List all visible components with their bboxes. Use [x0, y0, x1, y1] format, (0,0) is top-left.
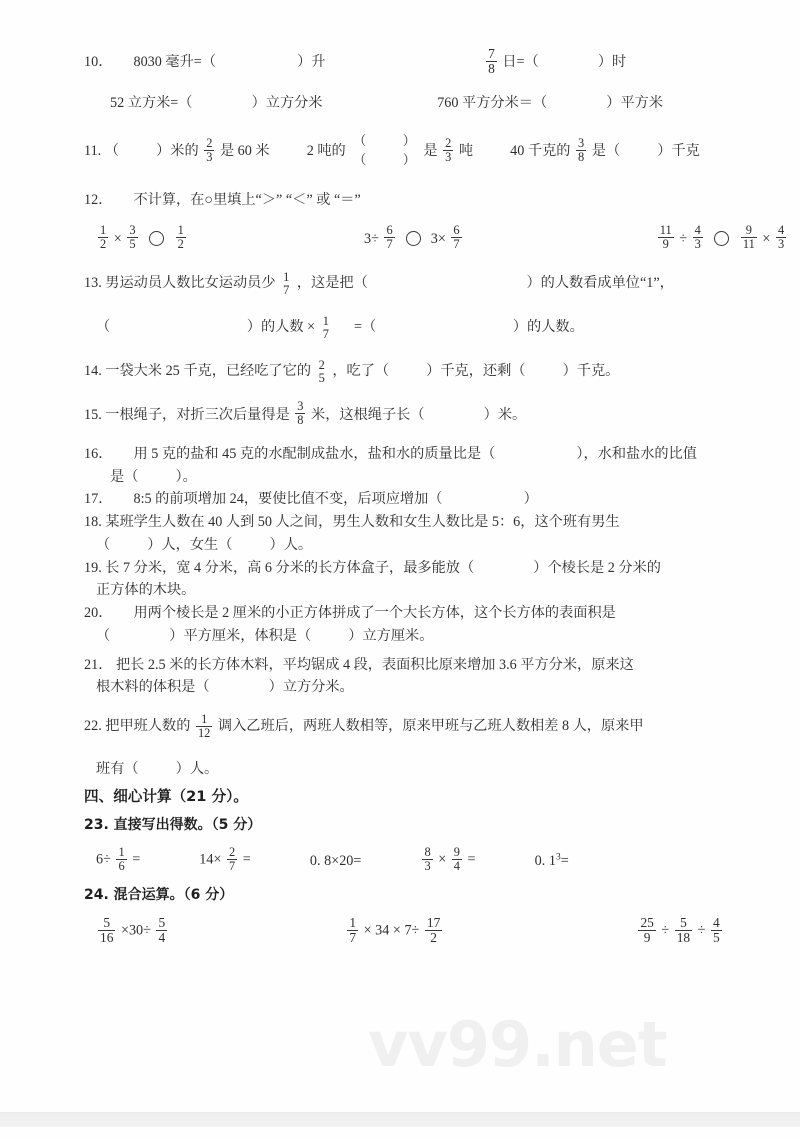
numerator: 17 — [426, 914, 441, 930]
question-18-line-1 — [84, 510, 724, 533]
denominator: 7 — [453, 237, 460, 252]
q18-line1: 某班学生人数在 40 人到 50 人之间，男生人数和女生人数比是 5：6，这个班有男生 — [105, 514, 620, 531]
q11-fraction-2-3-b — [443, 137, 453, 164]
q23-item-5-post: = — [560, 852, 569, 869]
denominator: 5 — [129, 237, 136, 252]
question-24-items — [84, 914, 724, 946]
question-22-number: 22. — [84, 717, 102, 734]
q23-item-4-post: = — [467, 851, 476, 868]
question-10-number: 10． — [84, 54, 113, 71]
q24-item-1-fraction-a — [98, 916, 115, 945]
question-22 — [84, 712, 724, 780]
denominator: 11 — [742, 237, 755, 252]
q24-item-1-fraction-b — [156, 916, 167, 945]
numerator: 6 — [453, 223, 460, 238]
denominator: 3 — [694, 237, 701, 252]
q13-line2-post: ）的人数。 — [512, 318, 584, 335]
q10-d-pre: 760 平方分米＝（ — [437, 94, 548, 111]
question-13-line-2 — [84, 314, 724, 340]
q10-a-post: ）升 — [297, 54, 326, 71]
q10-c-pre: 52 立方米=（ — [110, 94, 193, 111]
q18-line2-mid: ）人，女生（ — [147, 536, 233, 553]
q22-line1-pre: 把甲班人数的 — [105, 717, 191, 734]
q19-line1: 长 7 分米，宽 4 分米，高 6 分米的长方体盒子，最多能放（ — [105, 559, 475, 576]
q24-item-3-fraction-c — [711, 916, 722, 945]
q20-line2: （ — [96, 627, 111, 644]
denominator: 6 — [118, 859, 125, 874]
q22-line1-post: 调入乙班后，两班人数相等，原来甲班与乙班人数相差 8 人，原来甲 — [217, 717, 644, 734]
question-21-line-2 — [84, 676, 724, 699]
question-12-prompt: 不计算，在○里填上“＞” “＜” 或 “＝” — [133, 192, 361, 209]
q11-p2-mid: 是 — [423, 143, 438, 160]
q24-item-2-fraction-a — [347, 916, 358, 945]
q22-line2-post: ）人。 — [175, 760, 219, 777]
q24-item-2 — [345, 914, 444, 946]
q10-d-post: ）平方米 — [606, 94, 664, 111]
denominator: 8 — [578, 149, 585, 164]
q12c-operator-2: × — [762, 230, 771, 247]
comparison-circle[interactable] — [714, 231, 729, 246]
spacer — [84, 698, 724, 712]
question-20-line-1 — [84, 601, 724, 624]
denominator: 7 — [322, 326, 329, 341]
denominator: 7 — [229, 859, 236, 874]
q11-p1-pre: （ — [104, 143, 119, 160]
q12c-fraction-11-9 — [658, 224, 674, 251]
numerator: 5 — [103, 914, 111, 930]
q13-line2-mid: ）的人数 × — [246, 318, 316, 335]
q20-line2-post: ）立方厘米。 — [348, 627, 434, 644]
q23-item-5-pre: 0. 1 — [534, 852, 556, 869]
comparison-circle[interactable] — [406, 231, 421, 246]
question-22-line-1 — [84, 712, 724, 739]
q11-fraction-3-8 — [576, 137, 586, 164]
blank-top-close: ） — [402, 132, 416, 148]
question-15 — [84, 401, 724, 428]
question-19-line-1 — [84, 556, 724, 579]
spacer — [84, 837, 724, 847]
question-17-number: 17． — [84, 491, 113, 508]
numerator: 5 — [680, 914, 687, 930]
q24-item-3-mid: ÷ — [661, 922, 670, 939]
numerator: 3 — [129, 223, 136, 238]
question-14 — [84, 358, 724, 384]
numerator: 8 — [424, 845, 431, 860]
question-23-heading-row — [84, 814, 724, 837]
q12b-fraction-6-7-right — [451, 224, 461, 251]
denominator: 7 — [283, 283, 290, 298]
q13-line2-eq: =（ — [354, 318, 377, 335]
q24-item-1-mid: ×30÷ — [120, 922, 151, 939]
question-14-line — [84, 358, 724, 384]
q11-p3-pre: 40 千克的 — [510, 143, 571, 160]
numerator: 1 — [201, 712, 208, 727]
spacer — [84, 77, 724, 91]
question-19-line-2 — [84, 579, 724, 602]
question-13 — [84, 270, 724, 340]
question-12 — [84, 189, 785, 253]
question-21-number: 21． — [84, 656, 113, 673]
denominator: 4 — [158, 929, 166, 945]
numerator: 3 — [297, 399, 304, 414]
question-20 — [84, 601, 724, 646]
denominator: 4 — [453, 859, 460, 874]
denominator: 5 — [318, 370, 325, 385]
q24-item-1 — [96, 914, 169, 946]
question-10-line-2 — [84, 91, 724, 114]
question-23-items — [84, 847, 724, 874]
comparison-circle[interactable] — [149, 231, 164, 246]
question-19-number: 19. — [84, 559, 102, 576]
denominator: 18 — [676, 929, 691, 945]
q12c-fraction-4-3 — [693, 224, 703, 251]
q23-item-5-exponent: 3 — [555, 851, 561, 862]
denominator: 3 — [206, 149, 213, 164]
denominator: 8 — [488, 60, 495, 76]
q20-line1: 用两个棱长是 2 厘米的小正方体拼成了一个大长方体，这个长方体的表面积是 — [133, 605, 616, 622]
numerator: 4 — [713, 914, 720, 930]
blank-top[interactable] — [351, 131, 418, 151]
q10-a-pre: 8030 毫升=（ — [133, 54, 216, 71]
q13-line1-post: ）的人数看成单位“1”， — [526, 275, 674, 292]
q12c-fraction-4-3-right — [776, 224, 786, 251]
q10-c-post: ）立方分米 — [251, 94, 323, 111]
numerator: 2 — [318, 357, 325, 372]
denominator: 2 — [425, 930, 442, 945]
question-15-line — [84, 401, 724, 428]
denominator: 16 — [100, 929, 114, 945]
q24-item-2-mid: × 34 × 7÷ — [363, 922, 420, 939]
page-bottom-band — [0, 1112, 800, 1127]
q12a-fraction-3-5 — [127, 224, 137, 251]
q24-item-2-fraction-b — [425, 916, 442, 945]
q23-item-1-post: = — [132, 851, 141, 868]
denominator: 9 — [658, 237, 674, 251]
question-17-line — [84, 488, 724, 511]
q23-item-4-fraction-a — [422, 846, 432, 873]
question-12-number: 12． — [84, 192, 113, 209]
q23-item-2-pre: 14× — [199, 851, 222, 868]
question-12-prompt-line — [84, 189, 724, 212]
q23-item-1-fraction — [116, 846, 126, 873]
denominator: 3 — [424, 859, 431, 874]
q11-fraction-2-3 — [204, 137, 214, 164]
q20-line2-mid: ）平方厘米，体积是（ — [169, 627, 312, 644]
q12a-operator: × — [113, 230, 122, 247]
question-23-heading: 23. 直接写出得数。（5 分） — [84, 817, 262, 834]
q19-line1-post: ）个棱长是 2 分米的 — [533, 559, 661, 576]
question-12-expressions — [84, 223, 785, 252]
numerator: 9 — [453, 845, 460, 860]
question-13-number: 13. — [84, 275, 102, 292]
q21-line2-post: ）立方分米。 — [268, 679, 354, 696]
q11-stacked-blank[interactable] — [351, 131, 418, 170]
question-18 — [84, 510, 724, 555]
q15-fraction-3-8 — [295, 400, 305, 427]
denominator: 2 — [100, 237, 107, 252]
spacer — [84, 114, 724, 132]
q23-item-4-fraction-b — [452, 846, 462, 873]
q12b-right-pre: 3× — [430, 230, 446, 247]
question-17 — [84, 488, 724, 511]
q16-line1: 用 5 克的盐和 45 克的水配制成盐水，盐和水的质量比是（ — [133, 445, 496, 462]
spacer — [84, 340, 724, 358]
numerator: 7 — [488, 46, 495, 61]
question-24-heading-row — [84, 884, 724, 907]
q12b-left-pre: 3÷ — [364, 230, 379, 247]
denominator: 3 — [777, 237, 785, 252]
question-11 — [84, 132, 724, 171]
numerator: 6 — [386, 223, 393, 238]
question-13-line-1 — [84, 270, 724, 296]
q13-line1-mid: ，这是把（ — [296, 275, 368, 292]
numerator: 2 — [229, 845, 236, 860]
section-4 — [84, 786, 724, 946]
spacer — [84, 907, 724, 917]
section-4-heading-row — [84, 786, 724, 809]
q15-post: ）米。 — [483, 406, 527, 423]
spacer — [84, 874, 724, 884]
question-20-number: 20． — [84, 605, 113, 622]
q10-b-pre: 日=（ — [502, 54, 539, 71]
q23-item-2 — [199, 847, 251, 874]
q24-item-3 — [636, 914, 723, 946]
question-21-line-1 — [84, 653, 724, 676]
spacer — [84, 428, 724, 442]
spacer — [84, 383, 724, 401]
q14-pre: 一袋大米 25 千克，已经吃了它的 — [105, 362, 312, 379]
q14-mid-2: ）千克，还剩（ — [426, 362, 526, 379]
question-22-line-2 — [84, 757, 724, 780]
denominator: 3 — [445, 149, 452, 164]
numerator: 9 — [745, 223, 752, 238]
numerator: 4 — [777, 223, 785, 238]
q12b-fraction-6-7 — [384, 224, 394, 251]
q13-fraction-1-7 — [281, 271, 291, 297]
question-20-line-2 — [84, 624, 724, 647]
q21-line1: 把长 2.5 米的长方体木料，平均锯成 4 段，表面积比原来增加 3.6 平方分米，原来这 — [115, 656, 634, 673]
numerator: 1 — [118, 845, 125, 860]
q24-item-3-mid-2: ÷ — [697, 922, 706, 939]
q11-p2-post: 吨 — [458, 143, 474, 160]
q11-p1-mid: ）米的 — [156, 143, 199, 160]
q11-p2-pre: 2 吨的 — [306, 143, 346, 160]
q23-item-1 — [96, 847, 140, 874]
question-19 — [84, 556, 724, 601]
question-10-line-1 — [84, 48, 724, 77]
numerator: 1 — [177, 223, 184, 238]
q23-item-1-pre: 6÷ — [96, 851, 111, 868]
q23-item-2-fraction — [227, 846, 237, 873]
q13-fraction-1-7-b — [321, 315, 331, 341]
q18-line2-post: ）人。 — [269, 536, 313, 553]
q21-line2: 根木料的体积是（ — [96, 679, 210, 696]
question-16 — [84, 442, 724, 487]
denominator: 5 — [713, 929, 720, 945]
blank-bottom[interactable] — [351, 150, 418, 170]
watermark-text: vv99.net — [368, 1008, 667, 1081]
q12a-fraction-1-2-right — [176, 224, 186, 251]
q13-line2-pre: （ — [96, 318, 111, 335]
q10-b-post: ）时 — [597, 54, 627, 71]
question-16-number: 16． — [84, 445, 113, 462]
spacer — [84, 252, 724, 270]
q23-item-5 — [535, 850, 569, 872]
numerator: 2 — [445, 135, 452, 150]
numerator: 2 — [206, 135, 213, 150]
denominator: 12 — [197, 726, 211, 741]
denominator: 2 — [177, 237, 184, 252]
question-21 — [84, 653, 724, 698]
q23-item-2-post: = — [242, 851, 251, 868]
q10-fraction-7-8 — [486, 47, 497, 76]
q12c-operator: ÷ — [679, 230, 688, 247]
q14-mid: ，吃了（ — [332, 362, 390, 379]
numerator: 1 — [322, 313, 329, 328]
numerator: 1 — [349, 914, 357, 930]
q22-line2: 班有（ — [96, 760, 139, 777]
question-16-line-1 — [84, 442, 724, 465]
q18-line2: （ — [96, 536, 111, 553]
question-16-line-2 — [84, 465, 724, 488]
blank-top-open: （ — [353, 132, 367, 148]
q16-line2: 是（ — [110, 468, 139, 485]
q23-item-3: 0. 8×20= — [309, 852, 362, 869]
question-24-heading: 24. 混合运算。（6 分） — [84, 886, 234, 903]
q12a-fraction-1-2 — [98, 224, 108, 251]
numerator: 11 — [659, 223, 672, 238]
q22-fraction-1-12 — [196, 713, 212, 740]
q13-line1-pre: 男运动员人数比女运动员少 — [105, 275, 276, 292]
q23-item-4 — [420, 847, 475, 874]
numerator: 1 — [100, 223, 107, 238]
q23-item-4-mid: × — [438, 851, 447, 868]
q17-text: 8:5 的前项增加 24，要使比值不变，后项应增加（ — [133, 491, 443, 508]
question-18-line-2 — [84, 533, 724, 556]
q12c-fraction-9-11 — [741, 224, 757, 251]
blank-bottom-open: （ — [353, 152, 367, 168]
q11-p3-end: ）千克 — [657, 143, 700, 160]
numerator: 4 — [694, 223, 701, 238]
q16-line1-post: ），水和盐水的比值 — [576, 445, 697, 462]
numerator: 25 — [640, 914, 654, 930]
spacer — [84, 739, 724, 757]
spacer — [84, 171, 724, 189]
spacer — [84, 296, 724, 314]
q15-pre: 一根绳子，对折三次后量得是 — [105, 406, 290, 423]
q11-p1-post: 是 60 米 — [219, 143, 270, 160]
q11-p3-post: 是（ — [591, 143, 621, 160]
q24-item-3-fraction-b — [675, 916, 692, 945]
question-15-number: 15. — [84, 406, 102, 423]
q15-mid: 米，这根绳子长（ — [311, 406, 425, 423]
denominator: 7 — [349, 929, 357, 945]
denominator: 8 — [297, 413, 304, 428]
q19-line2: 正方体的木块。 — [96, 582, 196, 599]
question-18-number: 18. — [84, 514, 102, 531]
numerator: 1 — [283, 270, 290, 285]
denominator: 7 — [386, 237, 393, 252]
section-4-heading: 四、细心计算（21 分）。 — [84, 787, 249, 805]
numerator: 5 — [158, 914, 166, 930]
question-11-line-1 — [84, 132, 724, 171]
q24-item-3-fraction-a — [638, 916, 655, 945]
question-10 — [84, 48, 724, 114]
exam-content — [84, 46, 785, 945]
blank-bottom-close: ） — [402, 152, 416, 168]
denominator: 9 — [638, 930, 655, 945]
q14-post: ）千克。 — [562, 362, 620, 379]
q16-line2-post: ）。 — [175, 468, 197, 485]
question-14-number: 14. — [84, 362, 102, 379]
q17-text-post: ） — [523, 491, 538, 508]
numerator: 3 — [578, 135, 585, 150]
question-11-number: 11. — [84, 143, 102, 160]
q14-fraction-2-5 — [317, 359, 327, 385]
